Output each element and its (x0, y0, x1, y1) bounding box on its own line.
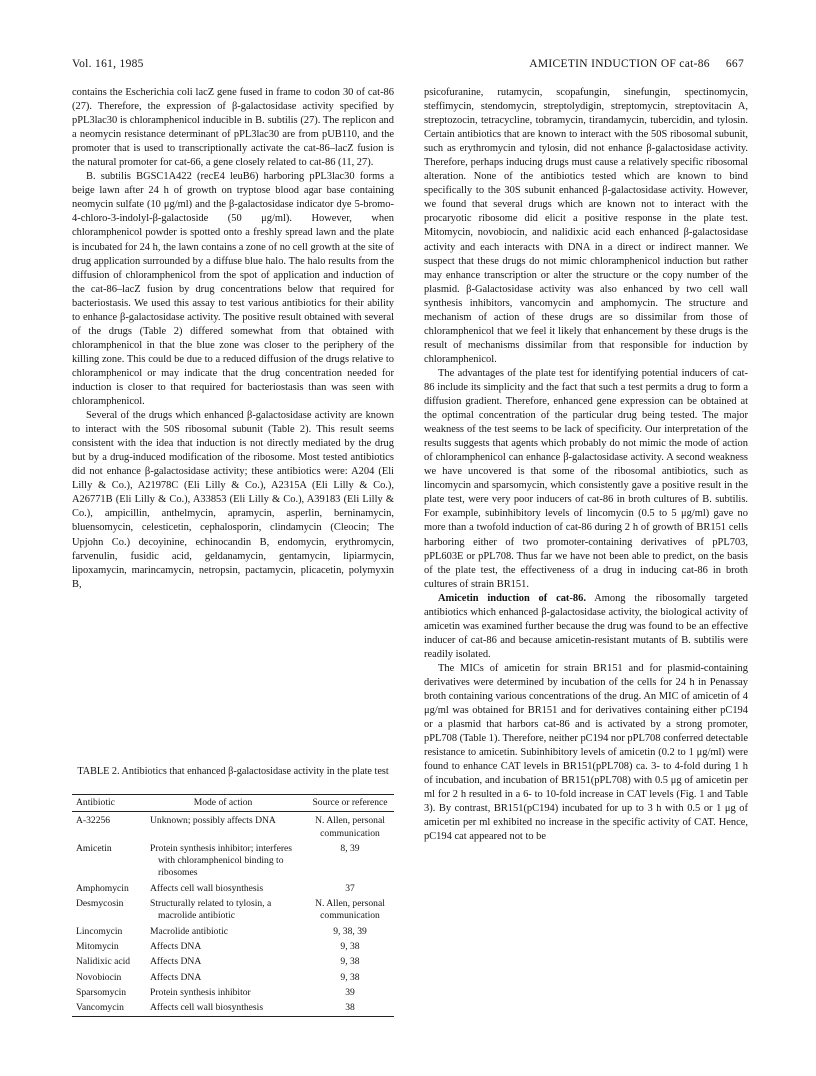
table-row (72, 956, 394, 968)
cell-antibiotic: Lincomycin (76, 925, 123, 937)
cell-antibiotic: A-32256 (76, 815, 111, 827)
paragraph-text: Among the ribosomally targeted antibiotics which enhanced β-galactosidase activity, the biological activity of amicetin was examined further because the drug was found to be an effective inducer of cat-86 and because amicetin-resistant mutants of B. subtilis were readily isolated. (424, 592, 748, 660)
table-rule (72, 1016, 394, 1017)
cell-source: 37 (345, 882, 355, 894)
paragraph: Several of the drugs which enhanced β-galactosidase activity are known to interact with the 50S ribosomal subunit (Table 2). This result seems consistent with the idea that induction is not directly mediated by the drug but by a drug-induced modification of the ribosome. Most tested antibiotics did not enhance β-galactosidase activity; these antibiotics were: A204 (Eli Lilly & Co.), A21978C (Eli Lilly & Co.), A2315A (Eli Lilly & Co.), A26771B (Eli Lilly & Co.), A33853 (Eli Lilly & Co.), A39183 (Eli Lilly & Co.), ampicillin, anthelmycin, apramycin, asperlin, berninamycin, bluensomycin, celesticetin, cephalosporin, clindamycin (Cleocin; The Upjohn Co.) decoyinine, echinocandin B, endomycin, erythromycin, farvenulin, fusidic acid, geldanamycin, gentamycin, lipiarmycin, lipoxamycin, marincamycin, netropsin, pactamycin, plicacetin, polymyxin B, (72, 410, 394, 590)
cell-antibiotic: Desmycosin (76, 898, 124, 910)
section-heading: Amicetin induction of cat-86. (438, 592, 586, 604)
cell-antibiotic: Amicetin (76, 842, 112, 854)
table-row (72, 883, 394, 895)
cell-antibiotic: Novobiocin (76, 971, 122, 983)
paragraph: The MICs of amicetin for strain BR151 and for plasmid-containing derivatives were determined by incubation of the cells for 24 h in Penassay broth containing various concentrations of the drug. An MIC of amicetin of 4 μg/ml was obtained for BR151 and for derivatives containing either pC194 or a plasmid that harbors cat-86 and is activated by a strong promoter, pPL708 (Table 1). Therefore, neither pC194 nor pPL708 conferred detectable resistance to amicetin. Subinhibitory levels of amicetin (0.2 to 1 μg/ml) were found to enhance CAT levels in BR151(pPL708) ca. 3- to 4-fold during 1 h of incubation, and incubation of BR151(pPL708) with 0.5 μg of amicetin per ml for 2 h resulted in a 6- to 10-fold increase in CAT levels (Fig. 1 and Table 3). By contrast, BR151(pC194) incubated for up to 3 h with 0.5 or 1 μg of amicetin per ml exhibited no increase in the specific activity of CAT. Hence, pC194 cat appeared not to be (424, 662, 748, 843)
cell-source: N. Allen, personal communication (315, 898, 385, 922)
cell-mode: Affects DNA (150, 940, 202, 952)
cell-antibiotic: Amphomycin (76, 882, 129, 894)
table-caption: TABLE 2. Antibiotics that enhanced β-galactosidase activity in the plate test (77, 766, 389, 777)
running-title: AMICETIN INDUCTION OF cat-86 (529, 58, 710, 70)
cell-mode: Affects cell wall biosynthesis (150, 882, 264, 894)
cell-mode: Affects DNA (150, 956, 202, 968)
running-header (72, 58, 744, 78)
cell-mode: Protein synthesis inhibitor (150, 986, 251, 998)
cell-source: 8, 39 (340, 842, 360, 854)
table-row (72, 972, 394, 984)
cell-source: N. Allen, personal communication (315, 815, 385, 839)
cell-mode: Macrolide antibiotic (150, 925, 229, 937)
cell-mode: Protein synthesis inhibitor; interferes with chloramphenicol binding to ribosomes (150, 842, 293, 879)
journal-volume: Vol. 161, 1985 (72, 58, 144, 70)
running-title-block (529, 58, 744, 70)
column-header: Antibiotic (76, 797, 115, 808)
cell-source: 9, 38 (340, 956, 360, 968)
cell-source: 9, 38 (340, 940, 360, 952)
table-rule (72, 811, 394, 812)
cell-mode: Affects cell wall biosynthesis (150, 1002, 264, 1014)
cell-source: 39 (345, 986, 355, 998)
cell-antibiotic: Mitomycin (76, 940, 119, 952)
cell-antibiotic: Sparsomycin (76, 986, 127, 998)
cell-mode: Affects DNA (150, 971, 202, 983)
table-2 (72, 794, 394, 1017)
table-row (72, 941, 394, 953)
cell-mode: Unknown; possibly affects DNA (150, 815, 276, 827)
table-row (72, 1002, 394, 1014)
table-header-row (72, 795, 394, 811)
right-column (424, 86, 748, 845)
table-row (72, 815, 394, 840)
cell-antibiotic: Nalidixic acid (76, 956, 131, 968)
paragraph: psicofuranine, rutamycin, scopafungin, sinefungin, spectinomycin, steffimycin, stendomycin, streptolydigin, streptomycin, streptovitacin A, streptozocin, tetracycline, tobramycin, tirandamycin, tubercidin, and tylosin. Certain antibiotics that are known to interact with the 50S ribosomal subunit, such as erythromycin and tylosin, did not enhance β-galactosidase activity. Therefore, perhaps inducing drugs must cause a relatively specific ribosomal alteration. None of the antibiotics tested which are known to bind specifically to the 30S subunit enhanced β-galactosidase activity. However, we found that several drugs which are known not to interact with the procaryotic ribosome did elicit a positive response in the plate test. Mitomycin, novobiocin, and nalidixic acid each enhanced β-galactosidase activity and each interacts with DNA in a direct or indirect manner. We suspect that these drugs do not mimic chloramphenicol induction but rather may enhance transcription or alter the structure or the copy number of the plasmid. β-Galactosidase activity was also enhanced by two cell wall synthesis inhibitors, vancomycin and amphomycin. The structure and mechanism of action of these drugs are so dissimilar from those of chloramphenicol that we feel it likely that enhancement by these drugs is the result of mechanisms dissimilar from that responsible for induction by chloramphenicol. (424, 87, 748, 365)
paragraph: contains the Escherichia coli lacZ gene fused in frame to codon 30 of cat-86 (27). Therefore, the expression of β-galactosidase activity specified by pPL3lac30 is chloramphenicol inducible in B. subtilis (27). The replicon and a neomycin resistance determinant of pPL3lac30 are from pUB110, and the promoter that is used to transcriptionally activate the cat-86–lacZ fusion is the natural promoter for cat-66, a gene closely related to cat-86 (11, 27). (72, 87, 394, 169)
paragraph: The advantages of the plate test for identifying potential inducers of cat-86 include its simplicity and the fact that such a test permits a drug to form a diffusion gradient. Therefore, enhanced gene expression can be obtained at the optimal concentration of the particular drug being tested. The major weakness of the test seems to be lack of specificity. Our interpretation of the results suggests that agents which probably do not mimic the mode of action of chloramphenicol can enhance β-galactosidase activity. A second weakness we have uncovered is that some of the ribosomal antibiotics, such as lincomycin and sparsomycin, which consistently gave a positive result in the plate test, were very poor inducers of cat-86 in broth cultures of B. subtilis. For example, subinhibitory levels of lincomycin (0.5 to 5 μg/ml) gave no more than a twofold induction of cat-86 during 2 h of growth of BR151 cells harboring either of two promoter-containing derivatives of pPL703, pPL603E or pPL708. Thus far we have not been able to predict, on the basis of the plate test, the effectiveness of a drug in inducing cat-86 in broth cultures of strain BR151. (424, 367, 748, 590)
cell-source: 38 (345, 1002, 355, 1014)
cell-source: 9, 38, 39 (333, 925, 367, 937)
column-header: Mode of action (193, 797, 253, 808)
table-row (72, 898, 394, 923)
page-number: 667 (725, 58, 744, 70)
table-row (72, 926, 394, 938)
table-row (72, 987, 394, 999)
left-column (72, 86, 394, 592)
column-header: Source or reference (312, 797, 388, 808)
table-row (72, 843, 394, 880)
cell-mode: Structurally related to tylosin, a macrolide antibiotic (150, 898, 272, 922)
cell-antibiotic: Vancomycin (76, 1002, 124, 1014)
cell-source: 9, 38 (340, 971, 360, 983)
paragraph: B. subtilis BGSC1A422 (recE4 leuB6) harboring pPL3lac30 forms a beige lawn after 24 h of growth on tryptose blood agar base containing neomycin sulfate (10 μg/ml) and the β-galactosidase indicator dye 5-bromo-4-chloro-3-indolyl-β-galactoside (50 μg/ml). However, when chloramphenicol powder is spotted onto a freshly spread lawn and the plate is incubated for 24 h, the lawn contains a zone of no cell growth at the site of drug application surrounded by a diffuse blue halo. The halo results from the diffusion of chloramphenicol from the spot of application and induction of the cat-86–lacZ fusion by drug concentrations below that required for bacteriostasis. We used this assay to test various antibiotics for their ability to enhance β-galactosidase activity. The positive result obtained with several of the drugs (Table 2) differed somewhat from that obtained with chloramphenicol in that the blue zone was closer to the periphery of the killing zone. This could be due to a reduced diffusion of the drugs relative to chloramphenicol or may indicate that the drug concentration needed for induction is closer to that required for bacteriostasis than was seen with chloramphenicol. (72, 171, 394, 408)
section-paragraph (424, 592, 748, 662)
